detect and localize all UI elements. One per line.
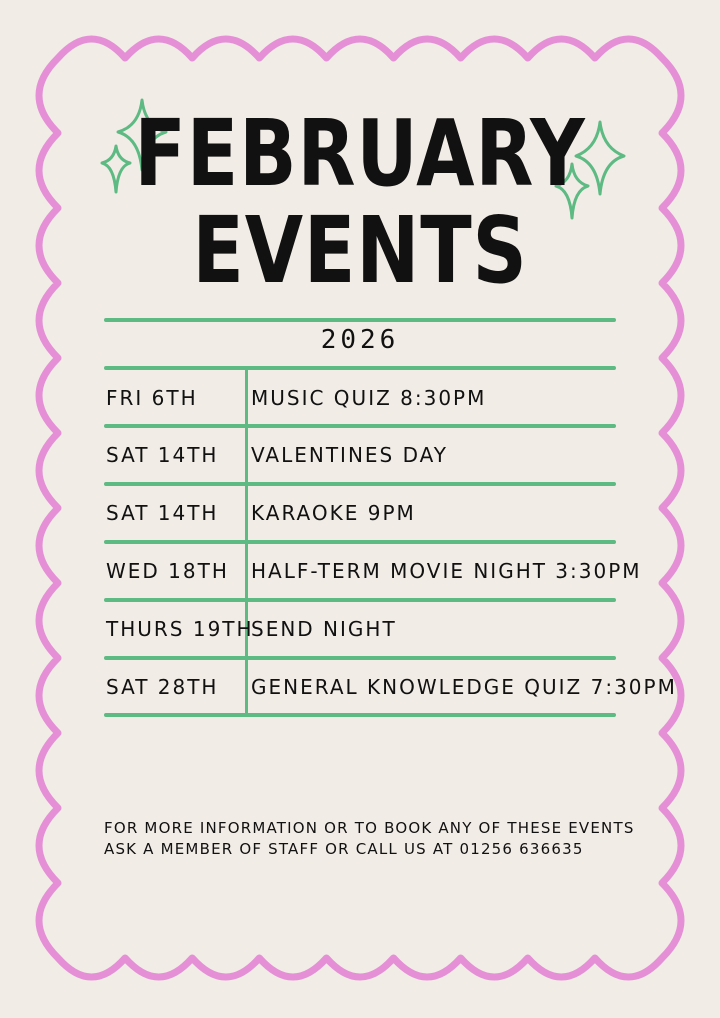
divider <box>104 713 616 717</box>
page-title-line1: FEBRUARY <box>134 100 586 207</box>
table-row <box>104 600 704 658</box>
event-date: SAT 14TH <box>106 443 219 467</box>
event-name: MUSIC QUIZ 8:30PM <box>251 386 487 410</box>
footer-note <box>104 818 664 860</box>
divider <box>104 318 616 322</box>
page-title-line2: EVENTS <box>192 197 528 304</box>
event-date: FRI 6TH <box>106 386 198 410</box>
year-label: 2026 <box>320 325 400 355</box>
footer-line: ASK A MEMBER OF STAFF OR CALL US AT 01256 636635 <box>104 840 584 858</box>
table-row <box>104 426 704 484</box>
event-date: SAT 14TH <box>106 501 219 525</box>
event-date: WED 18TH <box>106 559 229 583</box>
event-name: VALENTINES DAY <box>251 443 448 467</box>
table-row <box>104 658 704 716</box>
footer-line: FOR MORE INFORMATION OR TO BOOK ANY OF THESE EVENTS <box>104 819 635 837</box>
table-row <box>104 542 704 600</box>
table-row <box>104 484 704 542</box>
event-name: SEND NIGHT <box>251 617 397 641</box>
event-date: THURS 19TH <box>106 617 254 641</box>
table-row <box>104 369 704 427</box>
event-name: KARAOKE 9PM <box>251 501 416 525</box>
event-name: HALF-TERM MOVIE NIGHT 3:30PM <box>251 559 642 583</box>
event-date: SAT 28TH <box>106 675 219 699</box>
event-name: GENERAL KNOWLEDGE QUIZ 7:30PM <box>251 675 677 699</box>
